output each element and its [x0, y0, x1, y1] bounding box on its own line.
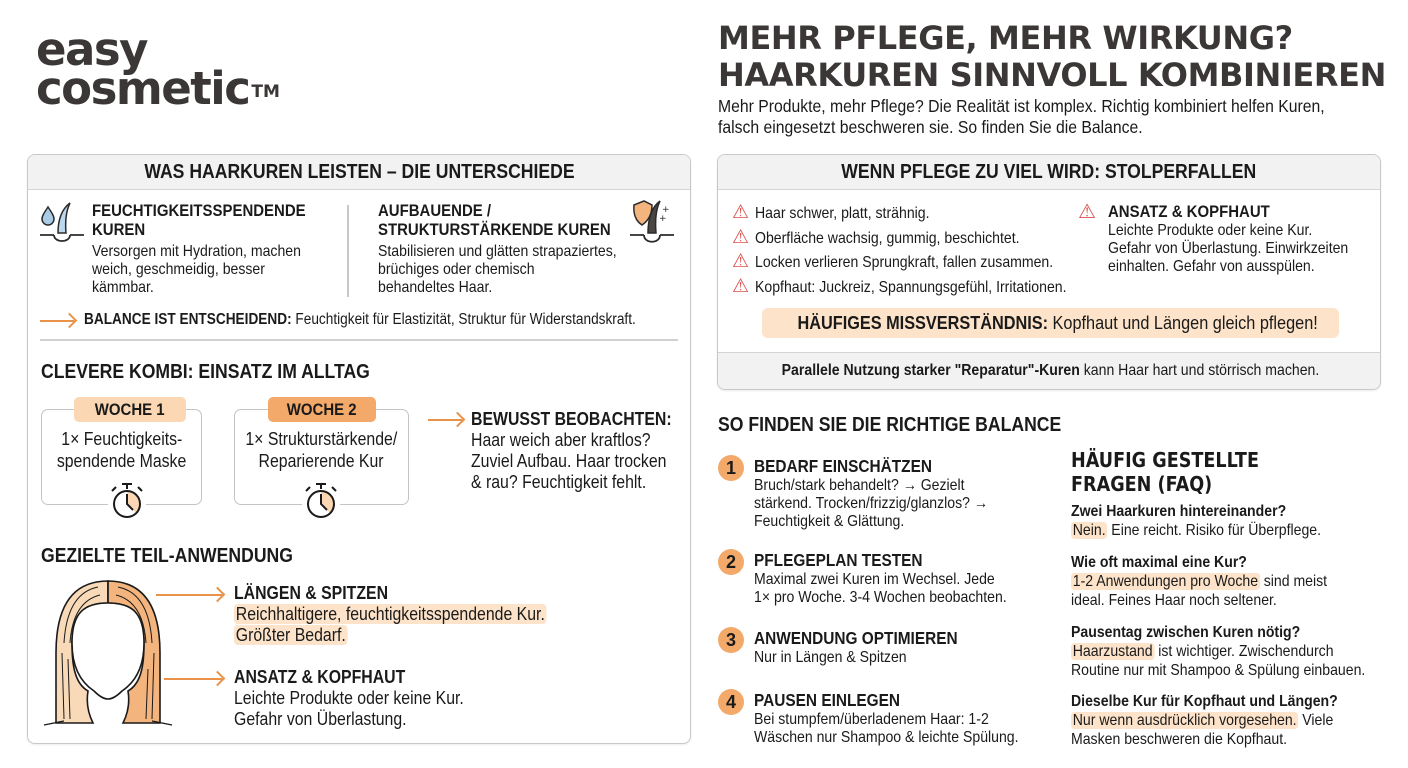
hair-shield-icon [626, 197, 678, 249]
brand-logo [36, 23, 280, 115]
faq-item: Dieselbe Kur für Kopfhaut und Längen? Nur wenn ausdrücklich vorgesehen. Viele Masken beschweren die Kopfhaut. [1071, 693, 1338, 748]
section-divider [40, 339, 678, 341]
step-number-badge: 4 [718, 689, 744, 715]
warning-icon: ⚠ [732, 202, 750, 223]
week-2-text: 1× Strukturstärkende/ Reparierende Kur [245, 429, 398, 471]
hair-diagram [38, 573, 178, 733]
stopwatch-icon [108, 481, 146, 521]
brand-line-1: easy [36, 23, 148, 76]
title-line-1: MEHR PFLEGE, MEHR WIRKUNG? [718, 19, 1293, 57]
panel-title: WAS HAARKUREN LEISTEN – DIE UNTERSCHIEDE [28, 155, 690, 190]
warning-icon: ⚠ [732, 251, 750, 272]
faq-answer: Nein. Eine reicht. Risiko für Überpflege. [1072, 522, 1322, 539]
faq-item: Wie oft maximal eine Kur? 1-2 Anwendungen pro Woche sind meist ideal. Feines Haar noch seltener. [1071, 554, 1328, 609]
panel-title: WENN PFLEGE ZU VIEL WIRD: STOLPERFALLEN [718, 155, 1380, 190]
type-divider [347, 205, 349, 297]
hair-droplet-icon [38, 199, 86, 247]
type-structure-desc: Stabilisieren und glätten strapaziertes, brüchiges oder chemisch behandeltes Haar. [378, 243, 617, 296]
observe-note: BEWUSST BEOBACHTEN: Haar weich aber kraftlos? Zuviel Aufbau. Haar trocken & rau? Feuchtigkeit fehlt. [471, 409, 672, 492]
faq-title: HÄUFIG GESTELLTE FRAGEN (FAQ) [1071, 448, 1259, 496]
warning-icon: ⚠ [732, 226, 750, 248]
warning-item: ⚠ Oberfläche wachsig, gummig, beschichtet. [732, 226, 1020, 248]
step-number-badge: 3 [718, 627, 744, 653]
intro-line-1: Mehr Produkte, mehr Pflege? Die Realität ist komplex. Richtig kombiniert helfen Kuren, [718, 96, 1325, 116]
step-number-badge: 1 [718, 455, 744, 481]
faq-question: Wie oft maximal eine Kur? [1071, 554, 1247, 571]
balance-note: BALANCE IST ENTSCHEIDEND: Feuchtigkeit für Elastizität, Struktur für Widerstandskraft. [84, 311, 636, 328]
intro-text [718, 96, 1384, 138]
misconception-banner: HÄUFIGES MISSVERSTÄNDNIS: Kopfhaut und Längen gleich pflegen! [762, 308, 1339, 338]
intro-line-2: falsch eingesetzt beschweren sie. So finden Sie die Balance. [718, 117, 1143, 137]
arrow-icon [156, 594, 222, 596]
warning-item: ⚠ Haar schwer, platt, strähnig. [732, 202, 930, 223]
balance-title: SO FINDEN SIE DIE RICHTIGE BALANCE [718, 414, 1062, 436]
type-moisture-title: FEUCHTIGKEITSSPENDENDE KUREN [92, 201, 306, 239]
faq-answer: Haarzustand ist wichtiger. Zwischendurch [1072, 643, 1334, 660]
step-number-badge: 2 [718, 549, 744, 575]
right-panel [717, 154, 1381, 390]
faq-item: Pausentag zwischen Kuren nötig? Haarzustand ist wichtiger. Zwischendurch Routine nur mit Shampoo & Spülung einbauen. [1071, 624, 1366, 679]
type-moisture-desc: Versorgen mit Hydration, machen weich, geschmeidig, besser kämmbar. [92, 243, 301, 296]
faq-item [1071, 502, 1355, 540]
warning-item: ⚠ Locken verlieren Sprungkraft, fallen zusammen. [732, 251, 1054, 272]
faq-answer: Nur wenn ausdrücklich vorgesehen. Viele [1072, 712, 1334, 729]
faq-question: Pausentag zwischen Kuren nötig? [1071, 624, 1301, 641]
type-structure-title: AUFBAUENDE / STRUKTURSTÄRKENDE KUREN [378, 201, 611, 239]
scalp-warning: ANSATZ & KOPFHAUT Leichte Produkte oder keine Kur. Gefahr von Überlastung. Einwirkzeiten einhalten. Gefahr von ausspülen. [1108, 202, 1349, 275]
page-title [718, 20, 1398, 94]
combo-title: CLEVERE KOMBI: EINSATZ IM ALLTAG [41, 361, 370, 383]
faq-question: Dieselbe Kur für Kopfhaut und Längen? [1071, 693, 1338, 710]
week-2-tag: WOCHE 2 [268, 397, 376, 422]
trademark: TM [251, 82, 280, 102]
week-1-tag: WOCHE 1 [74, 397, 186, 422]
svg-text:+: + [659, 214, 667, 224]
arrow-icon [40, 320, 74, 322]
faq-question: Zwei Haarkuren hintereinander? [1071, 503, 1287, 520]
scalp-item: ANSATZ & KOPFHAUT Leichte Produkte oder keine Kur. Gefahr von Überlastung. [234, 667, 464, 729]
warning-item: ⚠ Kopfhaut: Juckreiz, Spannungsgefühl, Irritationen. [732, 275, 1067, 297]
warning-icon: ⚠ [1078, 201, 1096, 223]
left-panel [27, 154, 691, 744]
partial-title: GEZIELTE TEIL-ANWENDUNG [41, 545, 293, 567]
warning-icon: ⚠ [732, 275, 750, 297]
arrow-icon [164, 678, 222, 680]
title-line-2: HAARKUREN SINNVOLL KOMBINIEREN [718, 56, 1386, 94]
panel-footer: Parallele Nutzung starker "Reparatur"-Kuren kann Haar hart und störrisch machen. [718, 352, 1381, 390]
week-1-text: 1× Feuchtigkeits- spendende Maske [56, 429, 187, 471]
arrow-icon [428, 419, 462, 421]
stopwatch-icon [302, 481, 340, 521]
lengths-ends-item: LÄNGEN & SPITZEN Reichhaltigere, feuchtigkeitsspendende Kur. Größter Bedarf. [234, 583, 545, 645]
svg-text:+: + [662, 205, 670, 215]
faq-answer: 1-2 Anwendungen pro Woche sind meist [1072, 573, 1328, 590]
brand-line-2: cosmetic ™ [36, 62, 280, 115]
warning-list [732, 201, 1109, 299]
